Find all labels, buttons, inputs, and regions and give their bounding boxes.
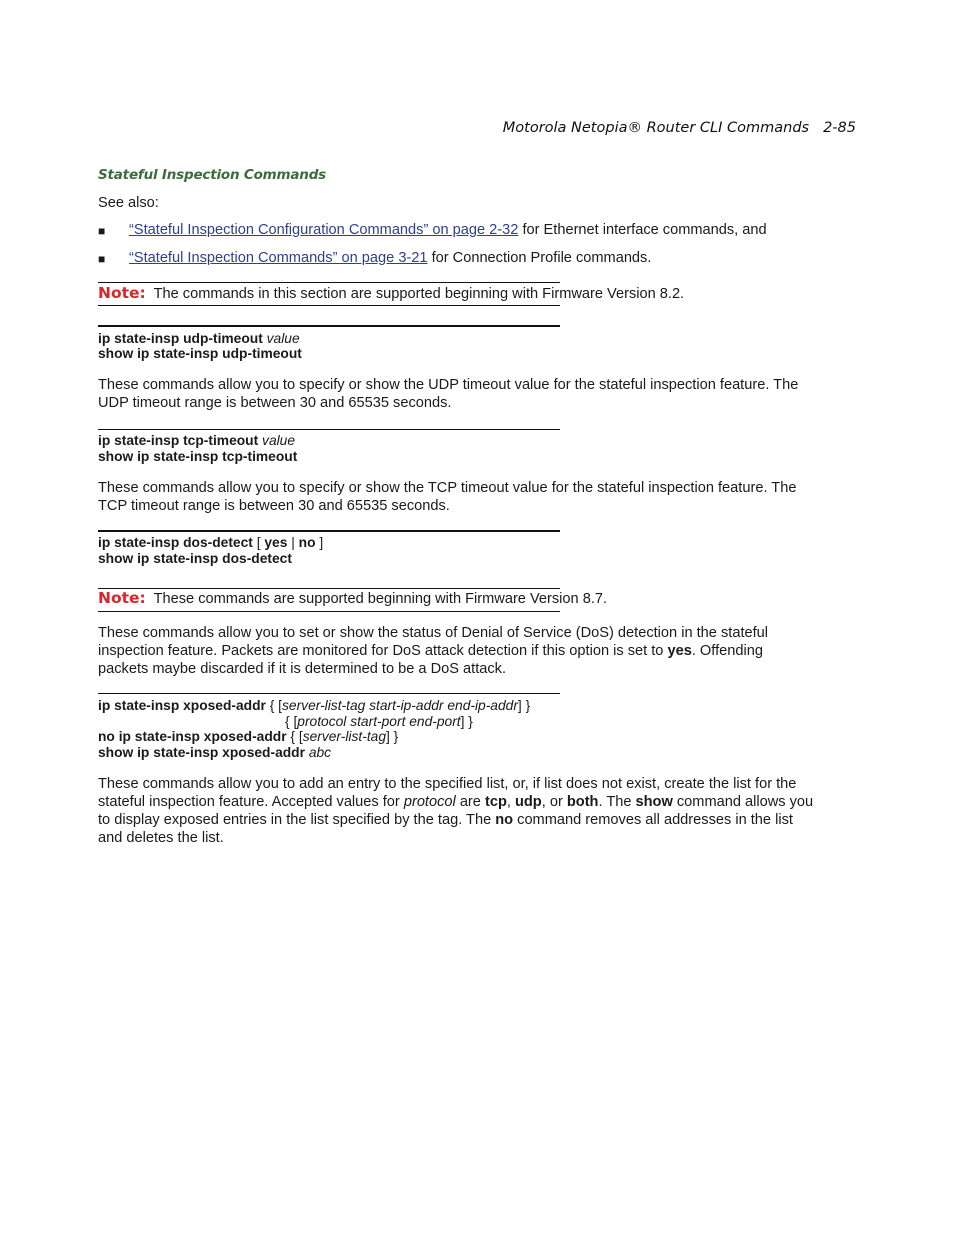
note-bottom-rule xyxy=(98,305,560,306)
text-run: , xyxy=(506,794,515,810)
text-run: tcp xyxy=(484,794,507,810)
command-argument: protocol start-port end-port xyxy=(297,714,461,729)
command-keyword: ip state-insp xposed-addr xyxy=(98,698,266,713)
command-argument: value xyxy=(262,433,296,448)
option-yes: yes xyxy=(264,535,288,550)
command-keyword: show ip state-insp udp-timeout xyxy=(98,346,302,361)
command-syntax xyxy=(98,433,295,449)
command-rule xyxy=(98,429,560,430)
cross-reference-link[interactable]: “Stateful Inspection Commands” on page 3-21 xyxy=(129,250,428,266)
running-header xyxy=(503,120,856,136)
command-keyword: show ip state-insp dos-detect xyxy=(98,551,292,566)
bracket: [ xyxy=(252,535,265,550)
option-no: no xyxy=(298,535,316,550)
bracket: ] } xyxy=(386,729,399,744)
bracket: ] } xyxy=(460,714,473,729)
note-text: These commands are supported beginning with Firmware Version 8.7. xyxy=(153,591,608,607)
text-run: yes xyxy=(667,643,692,659)
description-line: These commands allow you to specify or show the TCP timeout value for the stateful inspection feature. The xyxy=(98,480,797,496)
text-run: no xyxy=(495,812,514,828)
description-line xyxy=(98,642,858,660)
command-argument: abc xyxy=(308,745,332,760)
command-syntax xyxy=(98,551,292,567)
text-run: . The xyxy=(598,794,636,810)
text-run: , or xyxy=(541,794,567,810)
text-run: protocol xyxy=(403,794,456,810)
description-line: These commands allow you to set or show the status of Denial of Service (DoS) detection in the stateful xyxy=(98,625,769,641)
command-rule xyxy=(98,693,560,694)
description-paragraph xyxy=(98,775,858,847)
description-line: UDP timeout range is between 30 and 65535 seconds. xyxy=(98,395,452,411)
description-line xyxy=(98,811,858,829)
command-argument: server-list-tag start-ip-addr end-ip-addr xyxy=(282,698,518,713)
command-keyword: ip state-insp dos-detect xyxy=(98,535,253,550)
command-syntax xyxy=(98,331,300,347)
description-line: TCP timeout range is between 30 and 65535 seconds. xyxy=(98,498,450,514)
command-argument: value xyxy=(266,331,300,346)
note-top-rule xyxy=(98,282,560,283)
text-run: inspection feature. Packets are monitored for DoS attack detection if this option is set to xyxy=(98,643,668,659)
text-run: command removes all addresses in the list xyxy=(513,812,793,828)
see-also-item-text: for Ethernet interface commands, and xyxy=(518,222,767,238)
description-line: These commands allow you to add an entry to the specified list, or, if list does not exist, create the list for the xyxy=(98,776,797,792)
bracket: { [ xyxy=(265,698,282,713)
command-keyword: show ip state-insp tcp-timeout xyxy=(98,449,298,464)
description-line xyxy=(98,793,858,811)
header-title: Motorola Netopia® Router CLI Commands xyxy=(502,120,810,136)
command-syntax xyxy=(98,346,302,362)
note-bottom-rule xyxy=(98,611,560,612)
description-line: These commands allow you to specify or show the UDP timeout value for the stateful inspection feature. The xyxy=(98,377,799,393)
section-title: Stateful Inspection Commands xyxy=(98,167,327,183)
text-run: stateful inspection feature. Accepted values for xyxy=(98,794,404,810)
command-syntax xyxy=(98,698,530,714)
text-run: command allows you xyxy=(672,794,814,810)
text-run: show xyxy=(635,794,673,810)
command-syntax xyxy=(98,745,331,761)
note-text: The commands in this section are supported beginning with Firmware Version 8.2. xyxy=(153,286,685,302)
text-run: udp xyxy=(514,794,542,810)
command-syntax xyxy=(98,449,297,465)
command-syntax xyxy=(285,714,473,730)
text-run: . Offending xyxy=(691,643,763,659)
bracket: { [ xyxy=(285,714,298,729)
bracket: ] xyxy=(315,535,324,550)
command-rule xyxy=(98,530,560,532)
bracket: { [ xyxy=(286,729,303,744)
description-paragraph xyxy=(98,479,858,515)
command-keyword: no ip state-insp xposed-addr xyxy=(98,729,287,744)
cross-reference-link[interactable]: “Stateful Inspection Configuration Commands” on page 2-32 xyxy=(129,222,519,238)
command-keyword: ip state-insp tcp-timeout xyxy=(98,433,259,448)
bracket: ] } xyxy=(517,698,531,713)
note xyxy=(98,284,684,303)
bullet-icon: ■ xyxy=(98,224,106,238)
see-also-item xyxy=(129,249,651,267)
text-run: are xyxy=(455,794,485,810)
see-also-item xyxy=(129,221,767,239)
see-also-label: See also: xyxy=(98,195,159,211)
note-label: Note: xyxy=(98,284,146,302)
text-run: to display exposed entries in the list specified by the tag. The xyxy=(98,812,496,828)
description-line: packets maybe discarded if it is determined to be a DoS attack. xyxy=(98,661,507,677)
command-syntax xyxy=(98,729,398,745)
description-paragraph xyxy=(98,624,858,678)
command-syntax xyxy=(98,535,323,551)
command-keyword: show ip state-insp xposed-addr xyxy=(98,745,305,760)
command-rule xyxy=(98,325,560,327)
bullet-icon: ■ xyxy=(98,252,106,266)
command-keyword: ip state-insp udp-timeout xyxy=(98,331,263,346)
note xyxy=(98,589,607,608)
description-paragraph xyxy=(98,376,858,412)
separator: | xyxy=(287,535,299,550)
page-number: 2-85 xyxy=(823,120,856,136)
text-run: both xyxy=(566,794,599,810)
description-line: and deletes the list. xyxy=(98,830,224,846)
see-also-item-text: for Connection Profile commands. xyxy=(427,250,652,266)
note-label: Note: xyxy=(98,589,146,607)
command-argument: server-list-tag xyxy=(302,729,387,744)
